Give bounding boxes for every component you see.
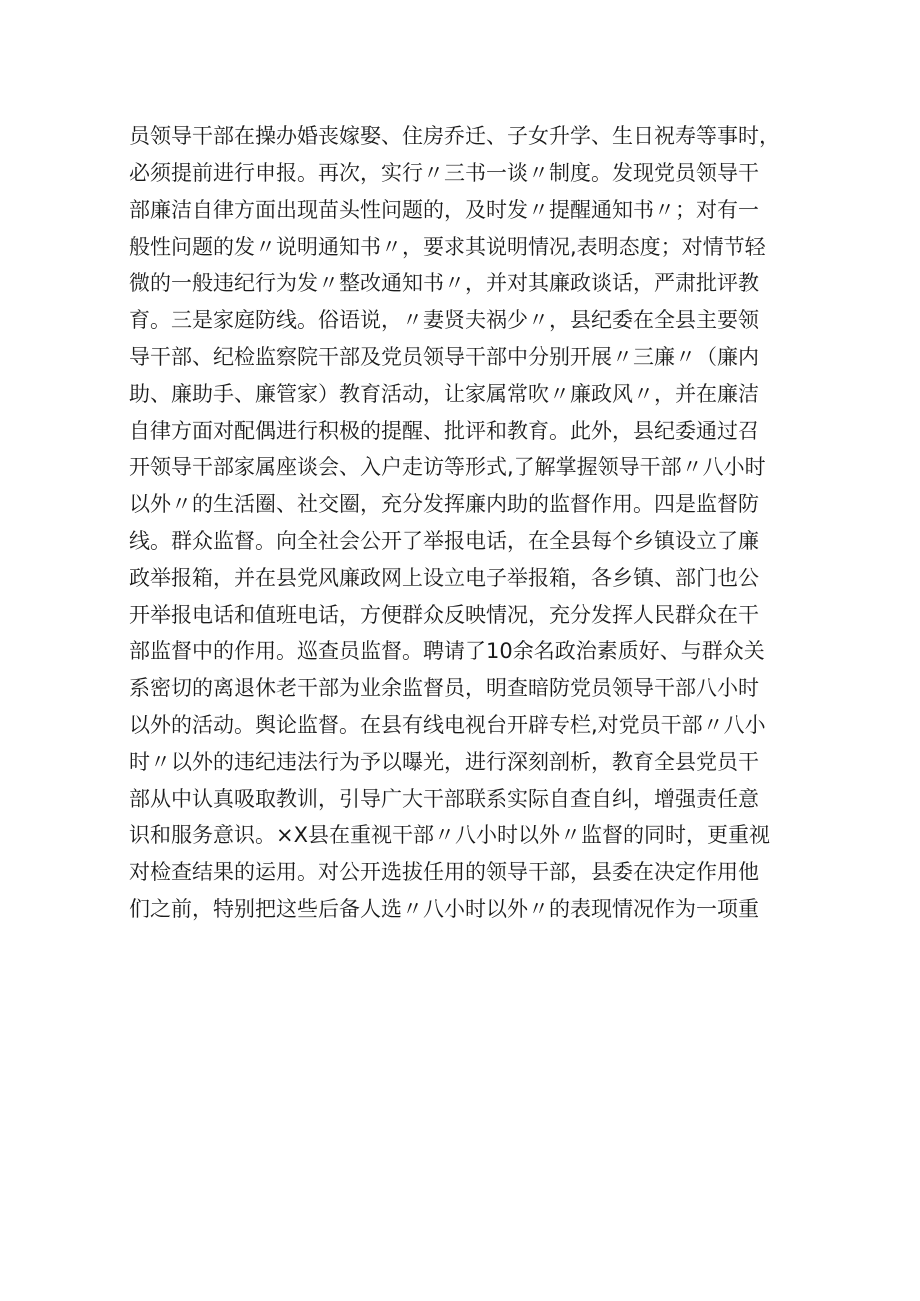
text-line-22: 们之前，特别把这些后备人选〃八小时以外〃的表现情况作为一项重 <box>129 897 759 921</box>
text-line-1: 员领导干部在操办婚丧嫁娶、住房乔迁、子女升学、生日祝寿等事时， <box>129 124 780 148</box>
text-line-4: 般性问题的发〃说明通知书〃，要求其说明情况,表明态度；对情节轻 <box>129 235 766 259</box>
text-line-11: 以外〃的生活圈、社交圈，充分发挥廉内助的监督作用。四是监督防 <box>129 492 759 516</box>
text-line-15: 部监督中的作用。巡查员监督。聘请了10余名政治素质好、与群众关 <box>129 639 765 663</box>
text-line-17: 以外的活动。舆论监督。在县有线电视台开辟专栏,对党员干部〃八小 <box>129 713 766 737</box>
text-line-13: 政举报箱，并在县党风廉政网上设立电子举报箱，各乡镇、部门也公 <box>129 566 759 590</box>
text-line-6: 育。三是家庭防线。俗语说，〃妻贤夫祸少〃，县纪委在全县主要领 <box>129 308 759 332</box>
text-line-7: 导干部、纪检监察院干部及党员领导干部中分别开展〃三廉〃（廉内 <box>129 345 759 369</box>
text-line-14: 开举报电话和值班电话，方便群众反映情况，充分发挥人民群众在干 <box>129 603 759 627</box>
text-line-5: 微的一般违纪行为发〃整改通知书〃，并对其廉政谈话，严肃批评教 <box>129 271 759 295</box>
text-line-12: 线。群众监督。向全社会公开了举报电话，在全县每个乡镇设立了廉 <box>129 529 759 553</box>
text-line-16: 系密切的离退休老干部为业余监督员，明查暗防党员领导干部八小时 <box>129 676 759 700</box>
text-line-8: 助、廉助手、廉管家）教育活动，让家属常吹〃廉政风〃，并在廉洁 <box>129 382 759 406</box>
text-line-21: 对检查结果的运用。对公开选拔任用的领导干部，县委在决定作用他 <box>129 860 759 884</box>
text-line-18: 时〃以外的违纪违法行为予以曝光，进行深刻剖析，教育全县党员干 <box>129 750 759 774</box>
text-line-20: 识和服务意识。×X县在重视干部〃八小时以外〃监督的同时，更重视 <box>129 823 770 847</box>
text-line-19: 部从中认真吸取教训，引导广大干部联系实际自查自纠，增强责任意 <box>129 787 759 811</box>
text-line-9: 自律方面对配偶进行积极的提醒、批评和教育。此外，县纪委通过召 <box>129 419 759 443</box>
text-line-2: 必须提前进行申报。再次，实行〃三书一谈〃制度。发现党员领导干 <box>129 161 759 185</box>
text-line-10: 开领导干部家属座谈会、入户走访等形式,了解掌握领导干部〃八小时 <box>129 455 766 479</box>
text-line-3: 部廉洁自律方面出现苗头性问题的，及时发〃提醒通知书〃；对有一 <box>129 198 759 222</box>
